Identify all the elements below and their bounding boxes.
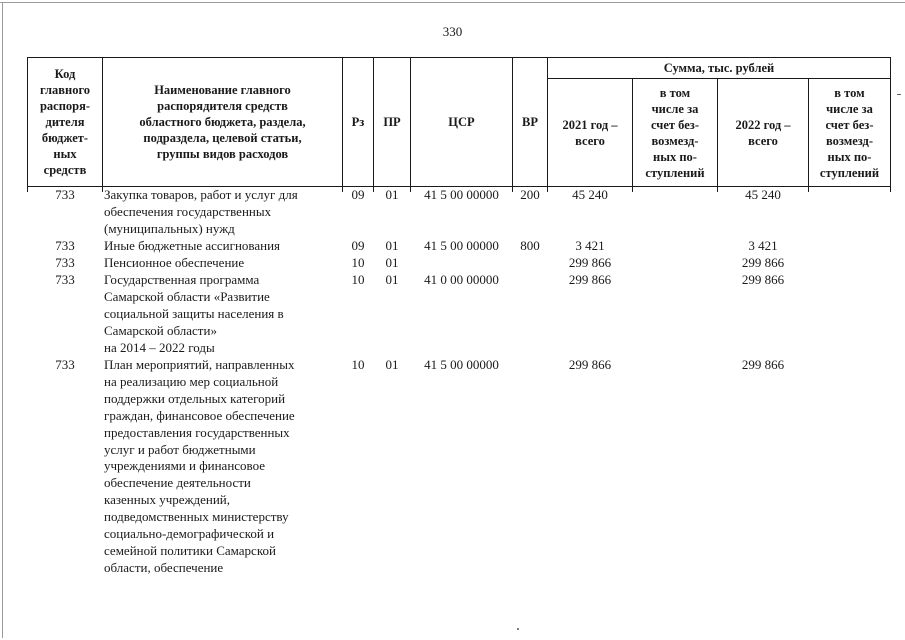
row-sum-2022: 299 866 (741, 272, 785, 287)
header-line: ных (53, 147, 77, 161)
row-name-line: обеспечения государственных (104, 203, 272, 219)
row-name-line: (муниципальных) нужд (104, 220, 235, 236)
scan-left-border (2, 2, 3, 638)
scan-top-border (0, 2, 905, 3)
row-sum-2021: 299 866 (568, 357, 612, 372)
row-name-line: Пенсионное обеспечение (104, 255, 245, 270)
header-2021-incl (632, 78, 718, 187)
row-pr: 01 (385, 272, 399, 287)
row-name-line: подведомственных министерству (104, 509, 289, 525)
row-csr: 41 5 00 00000 (424, 187, 499, 202)
row-sum-2022: 299 866 (741, 255, 785, 270)
scan-speck (517, 628, 519, 630)
header-line: возмезд- (651, 133, 699, 148)
row-pr: 01 (385, 357, 399, 372)
row-name-line: граждан, финансовое обеспечение (104, 407, 295, 423)
row-name-line: услуг и работ бюджетными (104, 441, 256, 457)
header-line: бюджет- (41, 131, 89, 145)
header-line: ступлений (819, 165, 880, 180)
row-rz: 10 (351, 272, 365, 287)
header-csr-text: ЦСР (448, 115, 475, 129)
header-2022-incl-text (820, 85, 879, 181)
header-2022-incl (808, 78, 891, 187)
header-rz-text: Рз (351, 115, 365, 129)
row-name-line: поддержки отдельных категорий (104, 390, 286, 406)
row-sum-2021: 45 240 (572, 187, 608, 202)
row-name-line: социально-демографической и (104, 526, 275, 541)
header-2021 (547, 78, 633, 187)
row-sum-2021: 3 421 (575, 238, 605, 253)
row-code: 733 (55, 357, 75, 372)
header-line: в том (659, 85, 691, 100)
row-sum-2022: 3 421 (748, 238, 778, 253)
header-rz (342, 57, 374, 187)
row-code: 733 (55, 187, 75, 202)
row-code: 733 (55, 238, 75, 253)
row-vr: 800 (520, 238, 540, 253)
header-line: Наименование главного (154, 83, 291, 97)
row-sum-2021: 299 866 (568, 272, 612, 287)
row-rz: 09 (351, 238, 365, 253)
row-name-line: социальной защиты населения в (104, 305, 284, 321)
row-sum-2022: 45 240 (745, 187, 781, 202)
row-name-line: Самарской области «Развитие (104, 288, 270, 304)
header-line: ных по- (653, 149, 697, 164)
header-line: возмезд- (825, 133, 874, 148)
header-name (102, 57, 343, 187)
row-pr: 01 (385, 187, 399, 202)
row-name-line: учреждениями и финансовое (104, 458, 266, 474)
header-sum (547, 57, 891, 79)
row-name-line: План мероприятий, направленных (104, 357, 295, 372)
header-line: счет без- (651, 117, 699, 132)
header-2022-text (735, 117, 790, 149)
row-rz: 10 (351, 255, 365, 270)
header-line: числе за (651, 101, 699, 116)
header-line: дителя (45, 115, 85, 129)
header-pr-text: ПР (383, 115, 401, 129)
header-line: главного (39, 83, 91, 97)
header-line: средств (43, 163, 87, 177)
row-name-line: на реализацию мер социальной (104, 373, 279, 389)
header-vr (512, 57, 548, 187)
row-sum-2022: 299 866 (741, 357, 785, 372)
row-name-line: Самарской области» (104, 322, 217, 338)
header-2021-incl-text (645, 85, 704, 181)
row-csr: 41 0 00 00000 (424, 272, 499, 287)
header-line: всего (575, 133, 605, 148)
row-pr: 01 (385, 255, 399, 270)
row-name-line: семейной политики Самарской (104, 542, 276, 558)
header-line: ступлений (645, 165, 705, 180)
header-line: распорядителя средств (157, 99, 288, 113)
header-2021-text (562, 117, 617, 149)
row-name-line: Государственная программа (104, 272, 260, 287)
row-code: 733 (55, 272, 75, 287)
col-stub (890, 187, 891, 192)
header-line: распоря- (39, 99, 91, 113)
row-rz: 09 (351, 187, 365, 202)
header-line: ных по- (827, 149, 872, 164)
row-pr: 01 (385, 238, 399, 253)
header-line: числе за (826, 101, 873, 116)
header-code (27, 57, 103, 187)
row-rz: 10 (351, 357, 365, 372)
header-line: 2022 год – (735, 117, 791, 132)
header-csr (410, 57, 513, 187)
header-pr (373, 57, 411, 187)
row-code: 733 (55, 255, 75, 270)
row-name-line: области, обеспечение (104, 559, 224, 575)
row-vr: 200 (520, 187, 540, 202)
row-name-line: обеспечение деятельности (104, 475, 251, 491)
row-sum-2021: 299 866 (568, 255, 612, 270)
header-line: счет без- (825, 117, 874, 132)
scan-speck (897, 94, 901, 95)
header-line: группы видов расходов (156, 147, 289, 161)
header-vr-text: ВР (522, 115, 538, 129)
header-line: в том (834, 85, 865, 100)
header-line: всего (748, 133, 778, 148)
header-line: Код (54, 67, 76, 81)
row-name-line: предоставления государственных (104, 424, 290, 440)
header-line: областного бюджета, раздела, (139, 115, 306, 129)
row-name-line: Иные бюджетные ассигнования (104, 238, 281, 253)
row-csr: 41 5 00 00000 (424, 357, 499, 372)
row-name-line: Закупка товаров, работ и услуг для (104, 187, 298, 202)
row-name-line: казенных учреждений, (104, 492, 230, 508)
header-line: подраздела, целевой статьи, (143, 131, 302, 145)
header-sum-text: Сумма, тыс. рублей (663, 61, 775, 75)
row-csr: 41 5 00 00000 (424, 238, 499, 253)
header-line: 2021 год – (562, 117, 618, 132)
page-number: 330 (442, 24, 463, 39)
row-name-line: на 2014 – 2022 годы (104, 339, 215, 355)
header-2022 (717, 78, 809, 187)
header-code-text (40, 66, 90, 178)
header-name-text (139, 82, 305, 162)
